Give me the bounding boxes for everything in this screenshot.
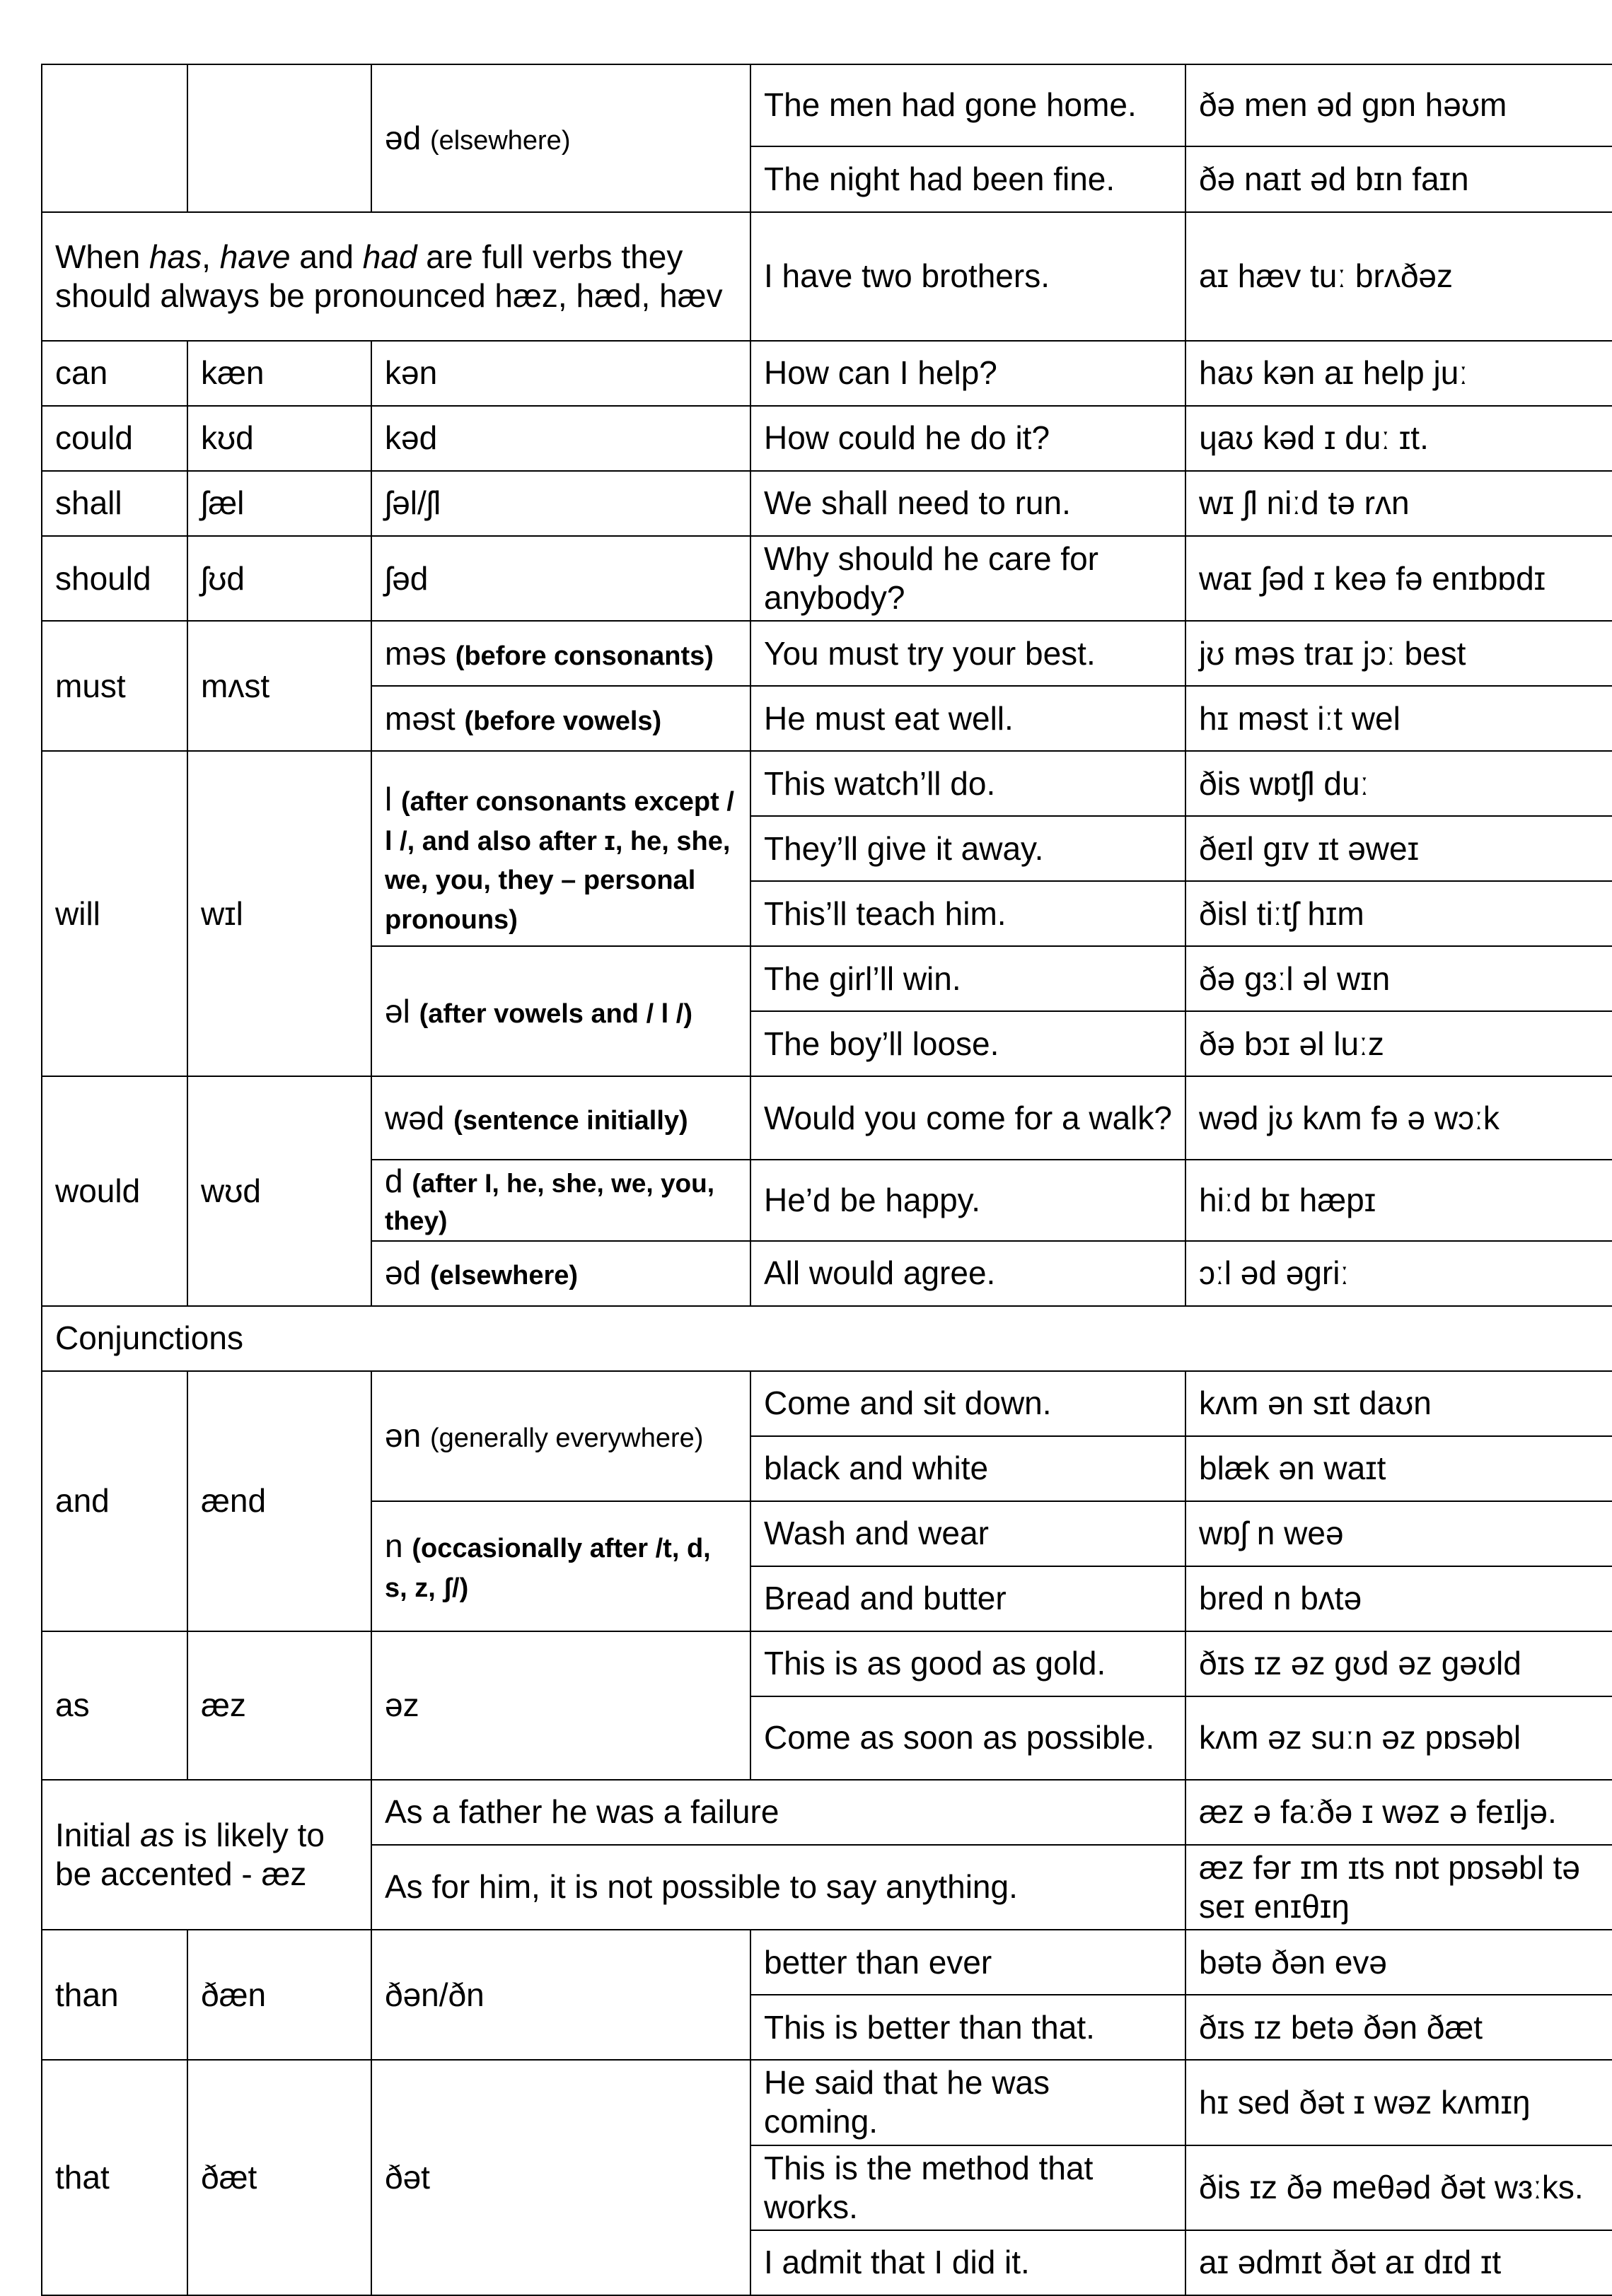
example-cell: As for him, it is not possible to say anything. bbox=[371, 1845, 1185, 1930]
example-cell: We shall need to run. bbox=[750, 471, 1185, 536]
transcription-cell: ɔːl əd əgriː bbox=[1185, 1241, 1612, 1306]
word-cell: will bbox=[42, 751, 187, 1076]
transcription-cell: ðə naɪt əd bɪn faɪn bbox=[1185, 146, 1612, 212]
example-cell: This watch’ll do. bbox=[750, 751, 1185, 816]
weak-form-cell: kən bbox=[371, 341, 750, 406]
table-row bbox=[42, 1780, 1612, 1845]
table-row bbox=[42, 2060, 1612, 2145]
example-cell: This’ll teach him. bbox=[750, 881, 1185, 946]
weak-form-cell: əz bbox=[371, 1631, 750, 1780]
transcription-cell: bətə ðən evə bbox=[1185, 1930, 1612, 1995]
strong-form-cell: æz bbox=[187, 1631, 371, 1780]
transcription-cell: aɪ hæv tuː brʌðəz bbox=[1185, 212, 1612, 341]
strong-form-cell: wɪl bbox=[187, 751, 371, 1076]
transcription-cell: kʌm əz suːn əz pɒsəbl bbox=[1185, 1696, 1612, 1780]
table-row bbox=[42, 536, 1612, 621]
transcription-cell: kʌm ən sɪt daʊn bbox=[1185, 1371, 1612, 1436]
weak-form-cell: ðən/ðn bbox=[371, 1930, 750, 2060]
transcription-cell: ðis wɒtʃl duː bbox=[1185, 751, 1612, 816]
table-row bbox=[42, 621, 1612, 686]
example-cell: The men had gone home. bbox=[750, 64, 1185, 146]
strong-form-cell bbox=[187, 64, 371, 212]
example-cell: Bread and butter bbox=[750, 1566, 1185, 1631]
section-row bbox=[42, 1306, 1612, 1371]
strong-form-cell: mʌst bbox=[187, 621, 371, 751]
example-cell: How could he do it? bbox=[750, 406, 1185, 471]
example-cell: I admit that I did it. bbox=[750, 2230, 1185, 2295]
transcription-cell: blæk ən waɪt bbox=[1185, 1436, 1612, 1501]
table-row bbox=[42, 1076, 1612, 1160]
table-row bbox=[42, 64, 1612, 146]
example-cell: How can I help? bbox=[750, 341, 1185, 406]
example-cell: This is as good as gold. bbox=[750, 1631, 1185, 1696]
transcription-cell: ðis ɪz ðə meθəd ðət wɜːks. bbox=[1185, 2145, 1612, 2230]
transcription-cell: ðə gɜːl əl wɪn bbox=[1185, 946, 1612, 1011]
strong-form-cell: kæn bbox=[187, 341, 371, 406]
transcription-cell: wəd jʊ kʌm fə ə wɔːk bbox=[1185, 1076, 1612, 1160]
note-cell: When has, have and had are full verbs they should always be pronounced hæz, hæd, hæv bbox=[42, 212, 750, 341]
weak-form-cell: d (after I, he, she, we, you, they) bbox=[371, 1160, 750, 1241]
example-cell: Why should he care for anybody? bbox=[750, 536, 1185, 621]
example-cell: Come as soon as possible. bbox=[750, 1696, 1185, 1780]
example-cell: He said that he was coming. bbox=[750, 2060, 1185, 2145]
strong-form-cell: wʊd bbox=[187, 1076, 371, 1306]
word-cell: that bbox=[42, 2060, 187, 2295]
example-cell: He must eat well. bbox=[750, 686, 1185, 751]
example-cell: The night had been fine. bbox=[750, 146, 1185, 212]
strong-form-cell: ænd bbox=[187, 1371, 371, 1631]
table-row bbox=[42, 751, 1612, 816]
weak-form-cell: əd (elsewhere) bbox=[371, 1241, 750, 1306]
example-cell: They’ll give it away. bbox=[750, 816, 1185, 881]
transcription-cell: ɥaʊ kəd ɪ duː ɪt. bbox=[1185, 406, 1612, 471]
example-cell: The boy’ll loose. bbox=[750, 1011, 1185, 1076]
weak-form-cell: ən (generally everywhere) bbox=[371, 1371, 750, 1501]
weak-form-cell: əd (elsewhere) bbox=[371, 64, 750, 212]
word-cell: than bbox=[42, 1930, 187, 2060]
weak-form-cell: kəd bbox=[371, 406, 750, 471]
weak-form-cell: məst (before vowels) bbox=[371, 686, 750, 751]
transcription-cell: wɒʃ n weə bbox=[1185, 1501, 1612, 1566]
table-row bbox=[42, 471, 1612, 536]
word-cell: could bbox=[42, 406, 187, 471]
example-cell: As a father he was a failure bbox=[371, 1780, 1185, 1845]
weak-form-cell: wəd (sentence initially) bbox=[371, 1076, 750, 1160]
word-cell: shall bbox=[42, 471, 187, 536]
weak-forms-table bbox=[41, 64, 1612, 2296]
word-cell: would bbox=[42, 1076, 187, 1306]
transcription-cell: bred n bʌtə bbox=[1185, 1566, 1612, 1631]
weak-form-cell: ʃəd bbox=[371, 536, 750, 621]
transcription-cell: ðɪs ɪz betə ðən ðæt bbox=[1185, 1995, 1612, 2060]
strong-form-cell: ðæn bbox=[187, 1930, 371, 2060]
table-row bbox=[42, 1631, 1612, 1696]
transcription-cell: hiːd bɪ hæpɪ bbox=[1185, 1160, 1612, 1241]
word-cell: should bbox=[42, 536, 187, 621]
example-cell: This is better than that. bbox=[750, 1995, 1185, 2060]
note-cell: Initial as is likely to be accented - æz bbox=[42, 1780, 371, 1930]
weak-form-cell: ðət bbox=[371, 2060, 750, 2295]
weak-form-cell: əl (after vowels and / l /) bbox=[371, 946, 750, 1076]
section-heading: Conjunctions bbox=[42, 1306, 1612, 1371]
strong-form-cell: ðæt bbox=[187, 2060, 371, 2295]
example-cell: The girl’ll win. bbox=[750, 946, 1185, 1011]
transcription-cell: ðisl tiːtʃ hɪm bbox=[1185, 881, 1612, 946]
word-cell: can bbox=[42, 341, 187, 406]
transcription-cell: hɪ məst iːt wel bbox=[1185, 686, 1612, 751]
transcription-cell: hɪ sed ðət ɪ wəz kʌmɪŋ bbox=[1185, 2060, 1612, 2145]
example-cell: He’d be happy. bbox=[750, 1160, 1185, 1241]
table-row bbox=[42, 212, 1612, 341]
weak-form-cell: n (occasionally after /t, d, s, z, ʃ/) bbox=[371, 1501, 750, 1631]
example-cell: This is the method that works. bbox=[750, 2145, 1185, 2230]
transcription-cell: aɪ ədmɪt ðət aɪ dɪd ɪt bbox=[1185, 2230, 1612, 2295]
weak-form-cell: l (after consonants except / l /, and also after ɪ, he, she, we, you, they – personal pronouns) bbox=[371, 751, 750, 946]
transcription-cell: æz ə faːðə ɪ wəz ə feɪljə. bbox=[1185, 1780, 1612, 1845]
table-row bbox=[42, 406, 1612, 471]
example-cell: better than ever bbox=[750, 1930, 1185, 1995]
word-cell bbox=[42, 64, 187, 212]
example-cell: You must try your best. bbox=[750, 621, 1185, 686]
transcription-cell: ðə men əd gɒn həʊm bbox=[1185, 64, 1612, 146]
transcription-cell: ðɪs ɪz əz gʊd əz gəʊld bbox=[1185, 1631, 1612, 1696]
example-cell: black and white bbox=[750, 1436, 1185, 1501]
table-row bbox=[42, 1930, 1612, 1995]
transcription-cell: ðeɪl gɪv ɪt əweɪ bbox=[1185, 816, 1612, 881]
transcription-cell: wɪ ʃl niːd tə rʌn bbox=[1185, 471, 1612, 536]
strong-form-cell: kʊd bbox=[187, 406, 371, 471]
transcription-cell: æz fər ɪm ɪts nɒt pɒsəbl tə seɪ enɪθɪŋ bbox=[1185, 1845, 1612, 1930]
weak-form-cell: ʃəl/ʃl bbox=[371, 471, 750, 536]
transcription-cell: haʊ kən aɪ help juː bbox=[1185, 341, 1612, 406]
table-row bbox=[42, 1371, 1612, 1436]
example-cell: I have two brothers. bbox=[750, 212, 1185, 341]
transcription-cell: jʊ məs traɪ jɔː best bbox=[1185, 621, 1612, 686]
weak-form-cell: məs (before consonants) bbox=[371, 621, 750, 686]
transcription-cell: waɪ ʃəd ɪ keə fə enɪbɒdɪ bbox=[1185, 536, 1612, 621]
strong-form-cell: ʃæl bbox=[187, 471, 371, 536]
word-cell: must bbox=[42, 621, 187, 751]
example-cell: All would agree. bbox=[750, 1241, 1185, 1306]
strong-form-cell: ʃʊd bbox=[187, 536, 371, 621]
transcription-cell: ðə bɔɪ əl luːz bbox=[1185, 1011, 1612, 1076]
table-row bbox=[42, 341, 1612, 406]
example-cell: Would you come for a walk? bbox=[750, 1076, 1185, 1160]
word-cell: as bbox=[42, 1631, 187, 1780]
word-cell: and bbox=[42, 1371, 187, 1631]
example-cell: Wash and wear bbox=[750, 1501, 1185, 1566]
example-cell: Come and sit down. bbox=[750, 1371, 1185, 1436]
